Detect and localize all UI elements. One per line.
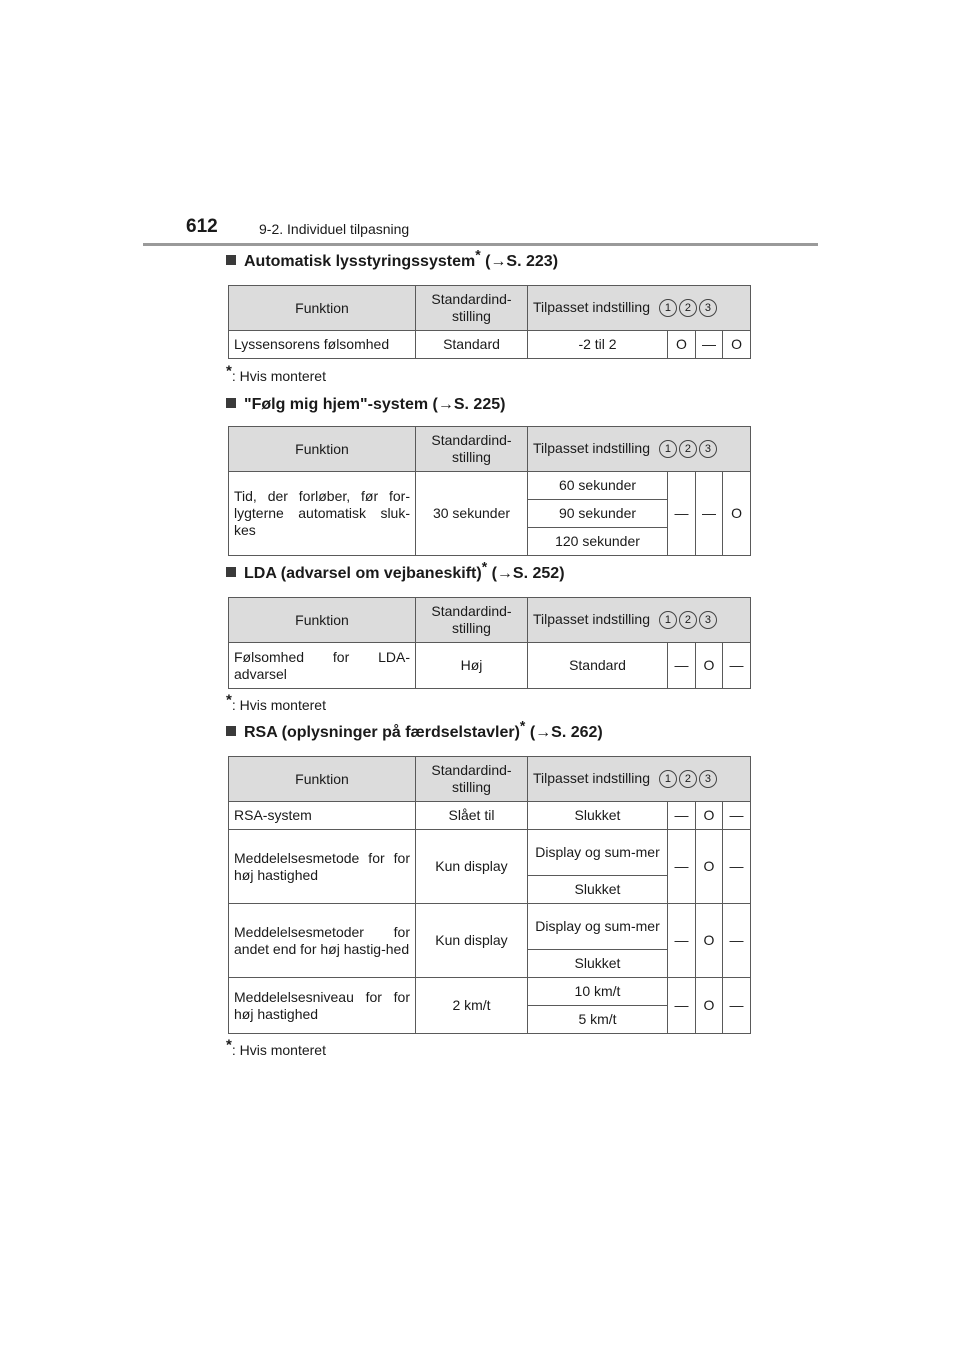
- table-auto-light: [228, 285, 751, 359]
- footnote: *: Hvis monteret: [226, 362, 326, 384]
- section-title-lda: LDA (advarsel om vejbaneskift)* (→S. 252): [226, 565, 565, 583]
- table-header-row: [229, 286, 751, 331]
- bullet-square-icon: [226, 255, 236, 265]
- section-title-follow-me-home: "Følg mig hjem"-system (→S. 225): [226, 396, 505, 414]
- bullet-square-icon: [226, 567, 236, 577]
- circle-number-2: 2: [679, 770, 697, 788]
- table-rsa: Funktion Standardind-stilling Tilpasset indstilling 1 2 3 RSA-system Slået til Slukket — O — Meddelelsesmetode for for høj hastighed Kun display Display og sum-mer — O — Slukket Meddelelsesmetoder for andet end for høj hastig-hed Kun display Display og sum-mer — O — Slukket Meddelelsesniveau for for høj hastighed 2 km/t 10 km/t — O — 5 km/t: [228, 756, 751, 1034]
- bullet-square-icon: [226, 398, 236, 408]
- table-lda: [228, 597, 751, 689]
- table-row: Meddelelsesmetode for for høj hastighed Kun display Display og sum-mer — O —: [229, 830, 751, 876]
- table-header-row: Funktion Standardind-stilling Tilpasset indstilling 1 2 3: [229, 598, 751, 643]
- header-rule: [143, 243, 818, 246]
- col-custom: Tilpasset indstilling 1 2 3: [528, 286, 751, 331]
- footnote: *: Hvis monteret: [226, 691, 326, 713]
- circle-number-2: 2: [679, 299, 697, 317]
- table-row: Lyssensorens følsomhed Standard -2 til 2 O — O: [229, 331, 751, 359]
- page-number: 612: [186, 216, 218, 237]
- circle-number-1: 1: [659, 440, 677, 458]
- circle-number-1: 1: [659, 299, 677, 317]
- col-default: Standardind-stilling: [416, 286, 528, 331]
- section-title-rsa: RSA (oplysninger på færdselstavler)* (→S. 262): [226, 724, 603, 742]
- circle-number-3: 3: [699, 299, 717, 317]
- page-header: [186, 216, 826, 246]
- circle-number-1: 1: [659, 611, 677, 629]
- table-header-row: Funktion Standardind-stilling Tilpasset indstilling 1 2 3: [229, 757, 751, 802]
- chapter-title: 9-2. Individuel tilpasning: [259, 221, 410, 237]
- table-header-row: Funktion Standardind-stilling Tilpasset indstilling 1 2 3: [229, 427, 751, 472]
- circle-number-3: 3: [699, 440, 717, 458]
- table-row: Følsomhed for LDA-advarsel Høj Standard — O —: [229, 643, 751, 689]
- table-row: Meddelelsesmetoder for andet end for høj hastig-hed Kun display Display og sum-mer — O —: [229, 904, 751, 950]
- bullet-square-icon: [226, 726, 236, 736]
- table-follow-me-home: Funktion Standardind-stilling Tilpasset indstilling 1 2 3 Tid, der forløber, før for-lygterne automatisk sluk-kes 30 sekunder 60 sekunder — — O 90 sekunder 120 sekunder: [228, 426, 751, 556]
- circle-number-2: 2: [679, 611, 697, 629]
- table-row: Tid, der forløber, før for-lygterne automatisk sluk-kes 30 sekunder 60 sekunder — — O: [229, 472, 751, 500]
- col-function: Funktion: [229, 286, 416, 331]
- footnote: *: Hvis monteret: [226, 1036, 326, 1058]
- circle-number-2: 2: [679, 440, 697, 458]
- circle-number-3: 3: [699, 611, 717, 629]
- circle-number-3: 3: [699, 770, 717, 788]
- circle-number-1: 1: [659, 770, 677, 788]
- table-row: Meddelelsesniveau for for høj hastighed 2 km/t 10 km/t — O —: [229, 978, 751, 1006]
- table-row: RSA-system Slået til Slukket — O —: [229, 802, 751, 830]
- section-title-auto-light: Automatisk lysstyringssystem* (→S. 223): [226, 253, 558, 271]
